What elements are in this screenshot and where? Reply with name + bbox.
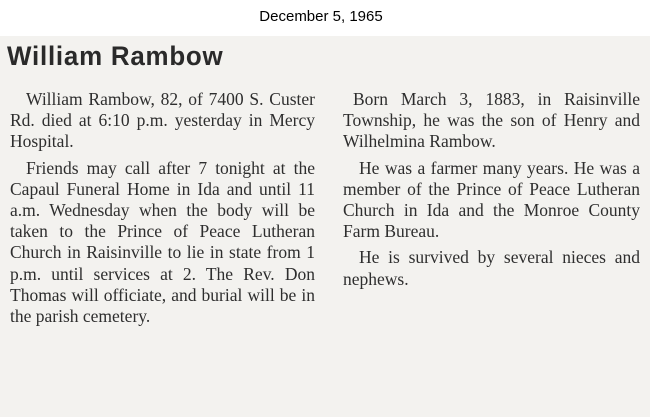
date-label: December 5, 1965 bbox=[259, 8, 383, 25]
right-column bbox=[343, 89, 640, 290]
paragraph: He is survived by several nieces and nephews. bbox=[343, 247, 640, 289]
paragraph: He was a farmer many years. He was a member of the Prince of Peace Lutheran Church in Ida and the Monroe County Farm Bureau. bbox=[343, 157, 640, 242]
left-column bbox=[10, 89, 315, 327]
newspaper-clipping bbox=[0, 36, 650, 417]
paragraph: Born March 3, 1883, in Raisinville Township, he was the son of Henry and Wilhelmina Rambow. bbox=[343, 89, 640, 152]
paragraph: Friends may call after 7 tonight at the Capaul Funeral Home in Ida and until 11 a.m. Wednesday when the body will be taken to the Prince of Peace Lutheran Church in Raisinville to lie in state from 1 p.m. until services at 2. The Rev. Don Thomas will officiate, and burial will be in the parish cemetery. bbox=[10, 157, 315, 327]
paragraph: William Rambow, 82, of 7400 S. Custer Rd. died at 6:10 p.m. yesterday in Mercy Hospital. bbox=[10, 89, 315, 152]
headline: William Rambow bbox=[7, 41, 224, 71]
